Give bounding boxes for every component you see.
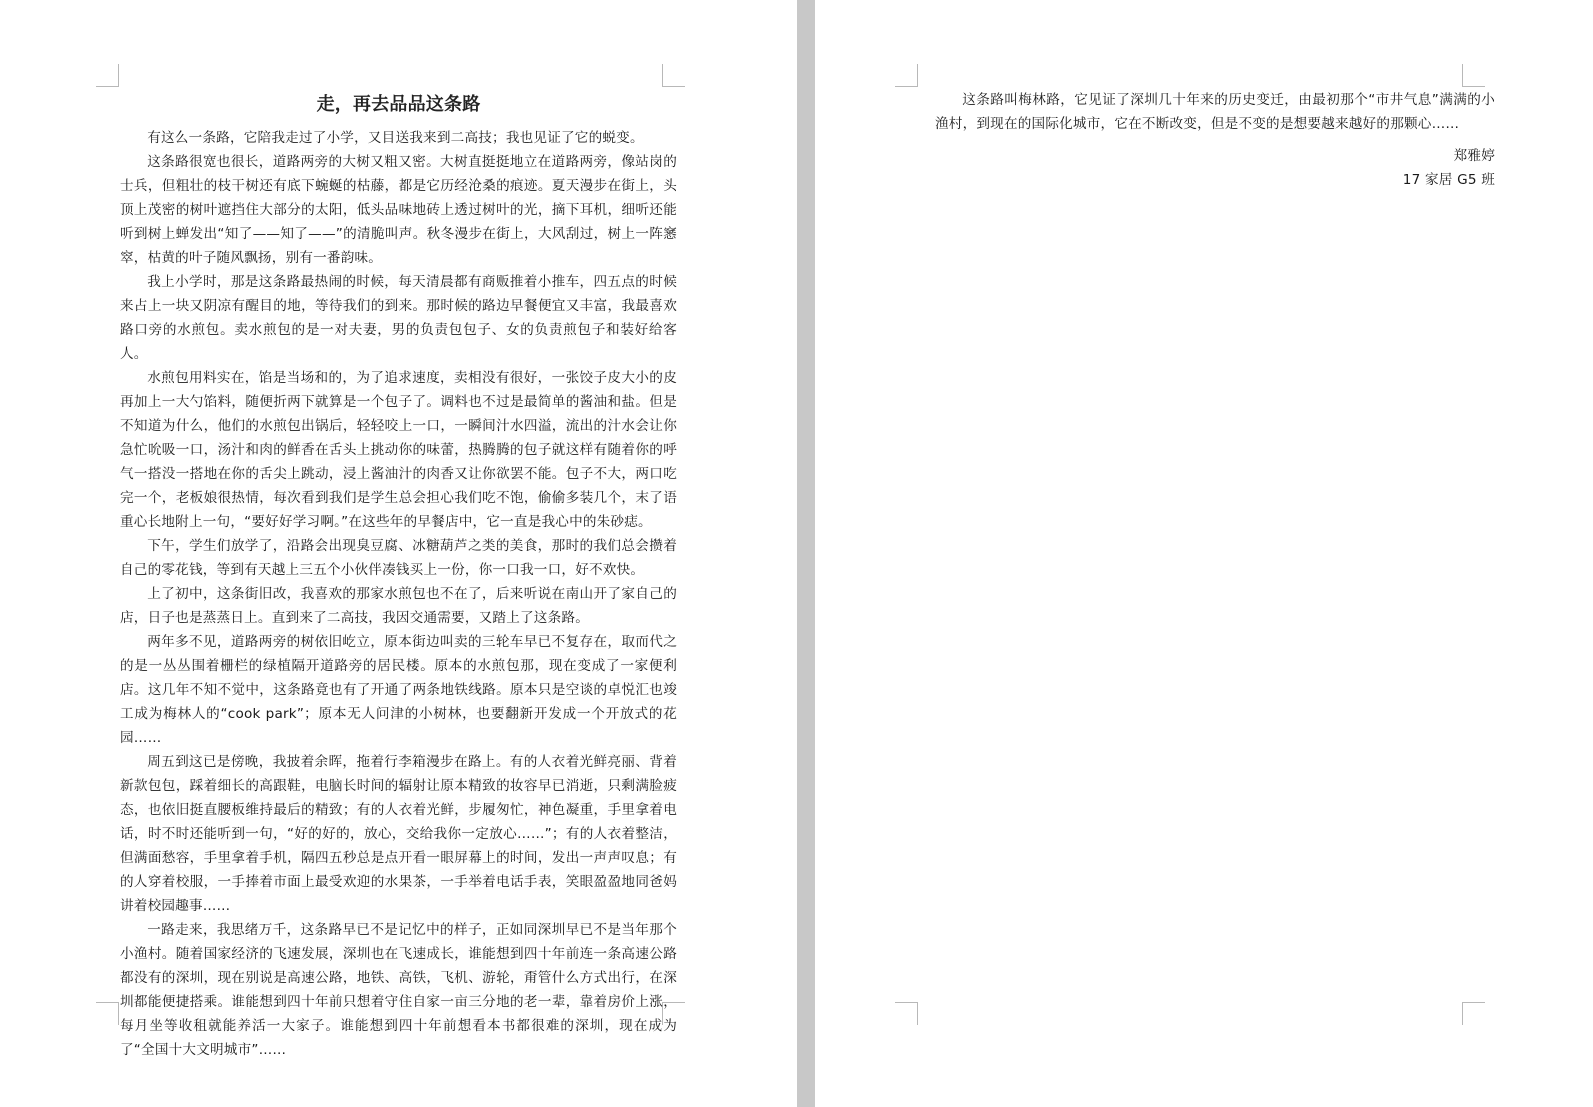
crop-mark-bottom-right xyxy=(1462,1002,1485,1025)
crop-mark-top-right xyxy=(1462,64,1485,87)
paragraph: 一路走来，我思绪万千，这条路早已不是记忆中的样子，正如同深圳早已不是当年那个小渔村。随着国家经济的飞速发展，深圳也在飞速成长，谁能想到四十年前连一条高速公路都没有的深圳，现在别说是高速公路，地铁、高铁，飞机、游轮，甭管什么方式出行，在深圳都能便捷搭乘。谁能想到四十年前只想着守住自家一亩三分地的老一辈，靠着房价上涨，每月坐等收租就能养活一大家子。谁能想到四十年前想看本书都很难的深圳，现在成为了“全国十大文明城市”…… xyxy=(120,922,677,1058)
paragraph: 有这么一条路，它陪我走过了小学，又目送我来到二高技；我也见证了它的蜕变。 xyxy=(147,130,644,146)
crop-mark-top-left xyxy=(96,64,119,87)
paragraph: 上了初中，这条街旧改，我喜欢的那家水煎包也不在了，后来听说在南山开了家自己的店，日子也是蒸蒸日上。直到来了二高技，我因交通需要，又踏上了这条路。 xyxy=(120,586,677,626)
author-class: 17 家居 G5 班 xyxy=(1402,172,1495,188)
paragraph: 水煎包用料实在，馅是当场和的，为了追求速度，卖相没有很好，一张饺子皮大小的皮再加上一大勺馅料，随便折两下就算是一个包子了。调料也不过是最简单的酱油和盐。但是不知道为什么，他们的水煎包出锅后，轻轻咬上一口，一瞬间汁水四溢，流出的汁水会让你急忙吮吸一口，汤汁和肉的鲜香在舌头上挑动你的味蕾，热腾腾的包子就这样有随着你的呼气一搭没一搭地在你的舌尖上跳动，浸上酱油汁的肉香又让你欲罢不能。包子不大，两口吃完一个，老板娘很热情，每次看到我们是学生总会担心我们吃不饱，偷偷多装几个，末了语重心长地附上一句，“要好好学习啊。”在这些年的早餐店中，它一直是我心中的朱砂痣。 xyxy=(120,370,677,530)
page-gap xyxy=(797,0,815,1107)
paragraph: 下午，学生们放学了，沿路会出现臭豆腐、冰糖葫芦之类的美食，那时的我们总会攒着自己的零花钱，等到有天越上三五个小伙伴凑钱买上一份，你一口我一口，好不欢快。 xyxy=(120,538,677,578)
paragraph: 我上小学时，那是这条路最热闹的时候，每天清晨都有商贩推着小推车，四五点的时候来占上一块又阴凉有醒目的地，等待我们的到来。那时候的路边早餐便宜又丰富，我最喜欢路口旁的水煎包。卖水煎包的是一对夫妻，男的负责包包子、女的负责煎包子和装好给客人。 xyxy=(120,274,677,362)
paragraph: 这条路很宽也很长，道路两旁的大树又粗又密。大树直挺挺地立在道路两旁，像站岗的士兵，但粗壮的枝干树还有底下蜿蜒的枯藤，都是它历经沧桑的痕迹。夏天漫步在街上，头顶上茂密的树叶遮挡住大部分的太阳，低头品味地砖上透过树叶的光，摘下耳机，细听还能听到树上蝉发出“知了——知了——”的清脆叫声。秋冬漫步在街上，大风刮过，树上一阵窸窣，枯黄的叶子随风飘扬，别有一番韵味。 xyxy=(120,154,677,266)
crop-mark-bottom-left xyxy=(96,1002,119,1025)
signature-block xyxy=(935,144,1495,192)
crop-mark-bottom-left xyxy=(895,1002,918,1025)
document-title: 走，再去品品这条路 xyxy=(316,94,481,115)
paragraph: 两年多不见，道路两旁的树依旧屹立，原本街边叫卖的三轮车早已不复存在，取而代之的是一丛丛围着栅栏的绿植隔开道路旁的居民楼。原本的水煎包那，现在变成了一家便利店。这几年不知不觉中，这条路竟也有了开通了两条地铁线路。原本只是空谈的卓悦汇也竣工成为梅林人的“cook park”；原本无人问津的小树林，也要翻新开发成一个开放式的花园…… xyxy=(120,634,677,746)
paragraph: 周五到这已是傍晚，我披着余晖，拖着行李箱漫步在路上。有的人衣着光鲜亮丽、背着新款包包，踩着细长的高跟鞋，电脑长时间的辐射让原本精致的妆容早已消逝，只剩满脸疲态，也依旧挺直腰板维持最后的精致；有的人衣着光鲜，步履匆忙，神色凝重，手里拿着电话，时不时还能听到一句，“好的好的，放心，交给我你一定放心……”；有的人衣着整洁，但满面愁容，手里拿着手机，隔四五秒总是点开看一眼屏幕上的时间，发出一声声叹息；有的人穿着校服，一手捧着市面上最受欢迎的水果茶，一手举着电话手表，笑眼盈盈地同爸妈讲着校园趣事…… xyxy=(120,754,677,914)
crop-mark-top-right xyxy=(662,64,685,87)
paragraph: 这条路叫梅林路，它见证了深圳几十年来的历史变迁，由最初那个“市井气息”满满的小渔村，到现在的国际化城市，它在不断改变，但是不变的是想要越来越好的那颗心…… xyxy=(935,92,1495,132)
crop-mark-top-left xyxy=(895,64,918,87)
author-name: 郑雅婷 xyxy=(1453,148,1495,164)
page-1-body[interactable] xyxy=(120,90,677,1062)
page-2-body[interactable] xyxy=(935,88,1495,192)
